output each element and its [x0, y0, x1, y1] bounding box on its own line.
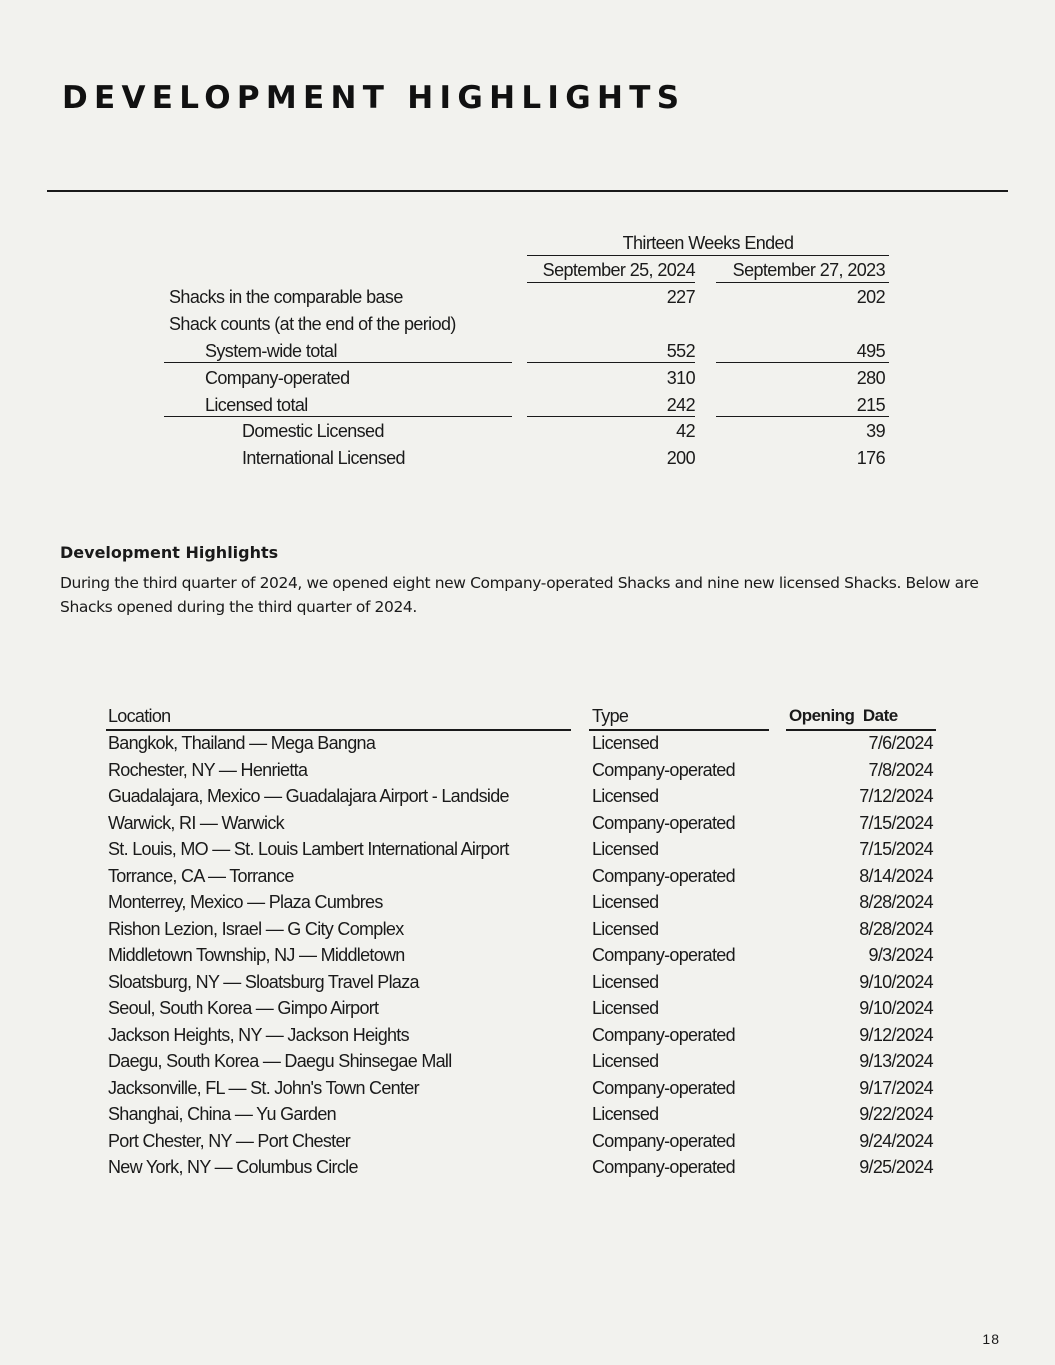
licensed-total-underline-2024 [527, 416, 695, 417]
title-divider [47, 190, 1008, 192]
value-licensed-total-2024: 242 [666, 395, 695, 415]
type-cell: Licensed [592, 1104, 659, 1124]
table-row [0, 1024, 1055, 1051]
table-row [0, 891, 1055, 918]
location-cell: Guadalajara, Mexico — Guadalajara Airport - Landside [108, 786, 509, 806]
opening-date-cell: 9/3/2024 [868, 945, 933, 965]
value-comparable-base-2024: 227 [666, 287, 695, 307]
row-label-international-licensed: International Licensed [242, 448, 405, 468]
opening-date-cell: 9/22/2024 [859, 1104, 933, 1124]
value-comparable-base-2023: 202 [856, 287, 885, 307]
table-row [0, 865, 1055, 892]
location-cell: Torrance, CA — Torrance [108, 865, 294, 886]
type-cell: Licensed [592, 971, 659, 992]
type-header-underline [589, 729, 769, 731]
value-company-operated-2023: 280 [856, 368, 885, 388]
date-header-underline [786, 729, 936, 731]
table-row [0, 759, 1055, 786]
table-row [0, 838, 1055, 865]
value-company-operated-2024: 310 [666, 368, 695, 388]
table-row [0, 997, 1055, 1024]
table-row [0, 1050, 1055, 1077]
location-cell: Shanghai, China — Yu Garden [108, 1104, 336, 1124]
location-cell: Seoul, South Korea — Gimpo Airport [108, 998, 379, 1018]
table-row [0, 1103, 1055, 1130]
table-row [0, 918, 1055, 945]
value-domestic-licensed-2024: 42 [676, 421, 695, 441]
type-cell: Company-operated [592, 1130, 735, 1151]
opening-date-cell: 7/15/2024 [859, 812, 933, 833]
location-cell: Bangkok, Thailand — Mega Bangna [108, 733, 376, 753]
opening-date-cell: 9/10/2024 [859, 998, 933, 1018]
period-header: Thirteen Weeks Ended [622, 233, 794, 253]
location-header-underline [106, 729, 571, 731]
period-header-underline [527, 255, 889, 256]
opening-date-cell: 7/8/2024 [868, 759, 933, 780]
value-international-licensed-2023: 176 [856, 448, 885, 468]
licensed-total-underline-label [164, 416, 512, 417]
development-paragraph: During the third quarter of 2024, we opened eight new Company-operated Shacks and nine new licensed Shacks. Below are Shacks opened during the third quarter of 2024. [60, 574, 979, 616]
value-licensed-total-2023: 215 [856, 395, 885, 415]
system-wide-underline-label [164, 362, 512, 363]
row-label-system-wide-total: System-wide total [205, 341, 337, 361]
type-cell: Licensed [592, 998, 659, 1018]
opening-date-cell: 8/14/2024 [859, 865, 933, 886]
location-cell: Middletown Township, NJ — Middletown [108, 945, 405, 965]
value-system-wide-2024: 552 [666, 341, 695, 361]
type-cell: Licensed [592, 892, 659, 912]
column-header-location: Location [108, 706, 171, 726]
licensed-total-underline-2023 [716, 416, 889, 417]
type-cell: Licensed [592, 786, 659, 806]
table-row [0, 785, 1055, 812]
opening-date-cell: 9/13/2024 [859, 1051, 933, 1071]
row-label-company-operated: Company-operated [205, 368, 350, 388]
table-row [0, 1156, 1055, 1183]
value-international-licensed-2024: 200 [666, 448, 695, 468]
column-header-type: Type [592, 706, 629, 726]
page-title: DEVELOPMENT HIGHLIGHTS [62, 80, 686, 116]
table-row [0, 812, 1055, 839]
table-row [0, 732, 1055, 759]
opening-date-cell: 7/12/2024 [859, 786, 933, 806]
opening-date-cell: 9/10/2024 [859, 971, 933, 992]
opening-date-cell: 7/15/2024 [859, 839, 933, 859]
row-label-comparable-base: Shacks in the comparable base [169, 287, 403, 307]
type-cell: Licensed [592, 733, 659, 753]
opening-date-cell: 9/25/2024 [859, 1157, 933, 1177]
column-header-underline-2023 [716, 282, 889, 283]
column-header-2024: September 25, 2024 [542, 260, 695, 280]
system-wide-underline-2023 [716, 362, 889, 363]
opening-date-cell: 9/17/2024 [859, 1077, 933, 1098]
type-cell: Licensed [592, 1051, 659, 1071]
column-header-underline-2024 [527, 282, 695, 283]
table-row [0, 1077, 1055, 1104]
location-cell: Port Chester, NY — Port Chester [108, 1130, 351, 1151]
value-domestic-licensed-2023: 39 [866, 421, 885, 441]
page-number: 18 [982, 1331, 1000, 1347]
table-row [0, 971, 1055, 998]
type-cell: Company-operated [592, 759, 735, 780]
location-cell: Rishon Lezion, Israel — G City Complex [108, 918, 404, 939]
column-header-2023: September 27, 2023 [732, 260, 885, 280]
table-row [0, 1130, 1055, 1157]
location-cell: Jackson Heights, NY — Jackson Heights [108, 1024, 409, 1045]
type-cell: Company-operated [592, 812, 735, 833]
opening-date-cell: 7/6/2024 [868, 733, 933, 753]
row-label-shack-counts: Shack counts (at the end of the period) [169, 314, 456, 334]
location-cell: Monterrey, Mexico — Plaza Cumbres [108, 892, 383, 912]
opening-date-cell: 9/24/2024 [859, 1130, 933, 1151]
row-label-licensed-total: Licensed total [205, 395, 308, 415]
type-cell: Company-operated [592, 865, 735, 886]
location-cell: Daegu, South Korea — Daegu Shinsegae Mall [108, 1051, 452, 1071]
column-header-opening-date: Opening Date [789, 706, 898, 725]
opening-date-cell: 9/12/2024 [859, 1024, 933, 1045]
location-cell: Jacksonville, FL — St. John's Town Center [108, 1077, 419, 1098]
location-cell: Warwick, RI — Warwick [108, 812, 284, 833]
type-cell: Licensed [592, 918, 659, 939]
opening-date-cell: 8/28/2024 [859, 892, 933, 912]
type-cell: Company-operated [592, 945, 735, 965]
system-wide-underline-2024 [527, 362, 695, 363]
development-heading: Development Highlights [60, 543, 279, 562]
opening-date-cell: 8/28/2024 [859, 918, 933, 939]
value-system-wide-2023: 495 [856, 341, 885, 361]
location-cell: Rochester, NY — Henrietta [108, 759, 308, 780]
type-cell: Company-operated [592, 1077, 735, 1098]
type-cell: Company-operated [592, 1024, 735, 1045]
row-label-domestic-licensed: Domestic Licensed [242, 421, 384, 441]
table-row [0, 944, 1055, 971]
location-cell: New York, NY — Columbus Circle [108, 1157, 358, 1177]
type-cell: Licensed [592, 839, 659, 859]
location-cell: St. Louis, MO — St. Louis Lambert International Airport [108, 839, 509, 859]
type-cell: Company-operated [592, 1157, 735, 1177]
location-cell: Sloatsburg, NY — Sloatsburg Travel Plaza [108, 971, 419, 992]
